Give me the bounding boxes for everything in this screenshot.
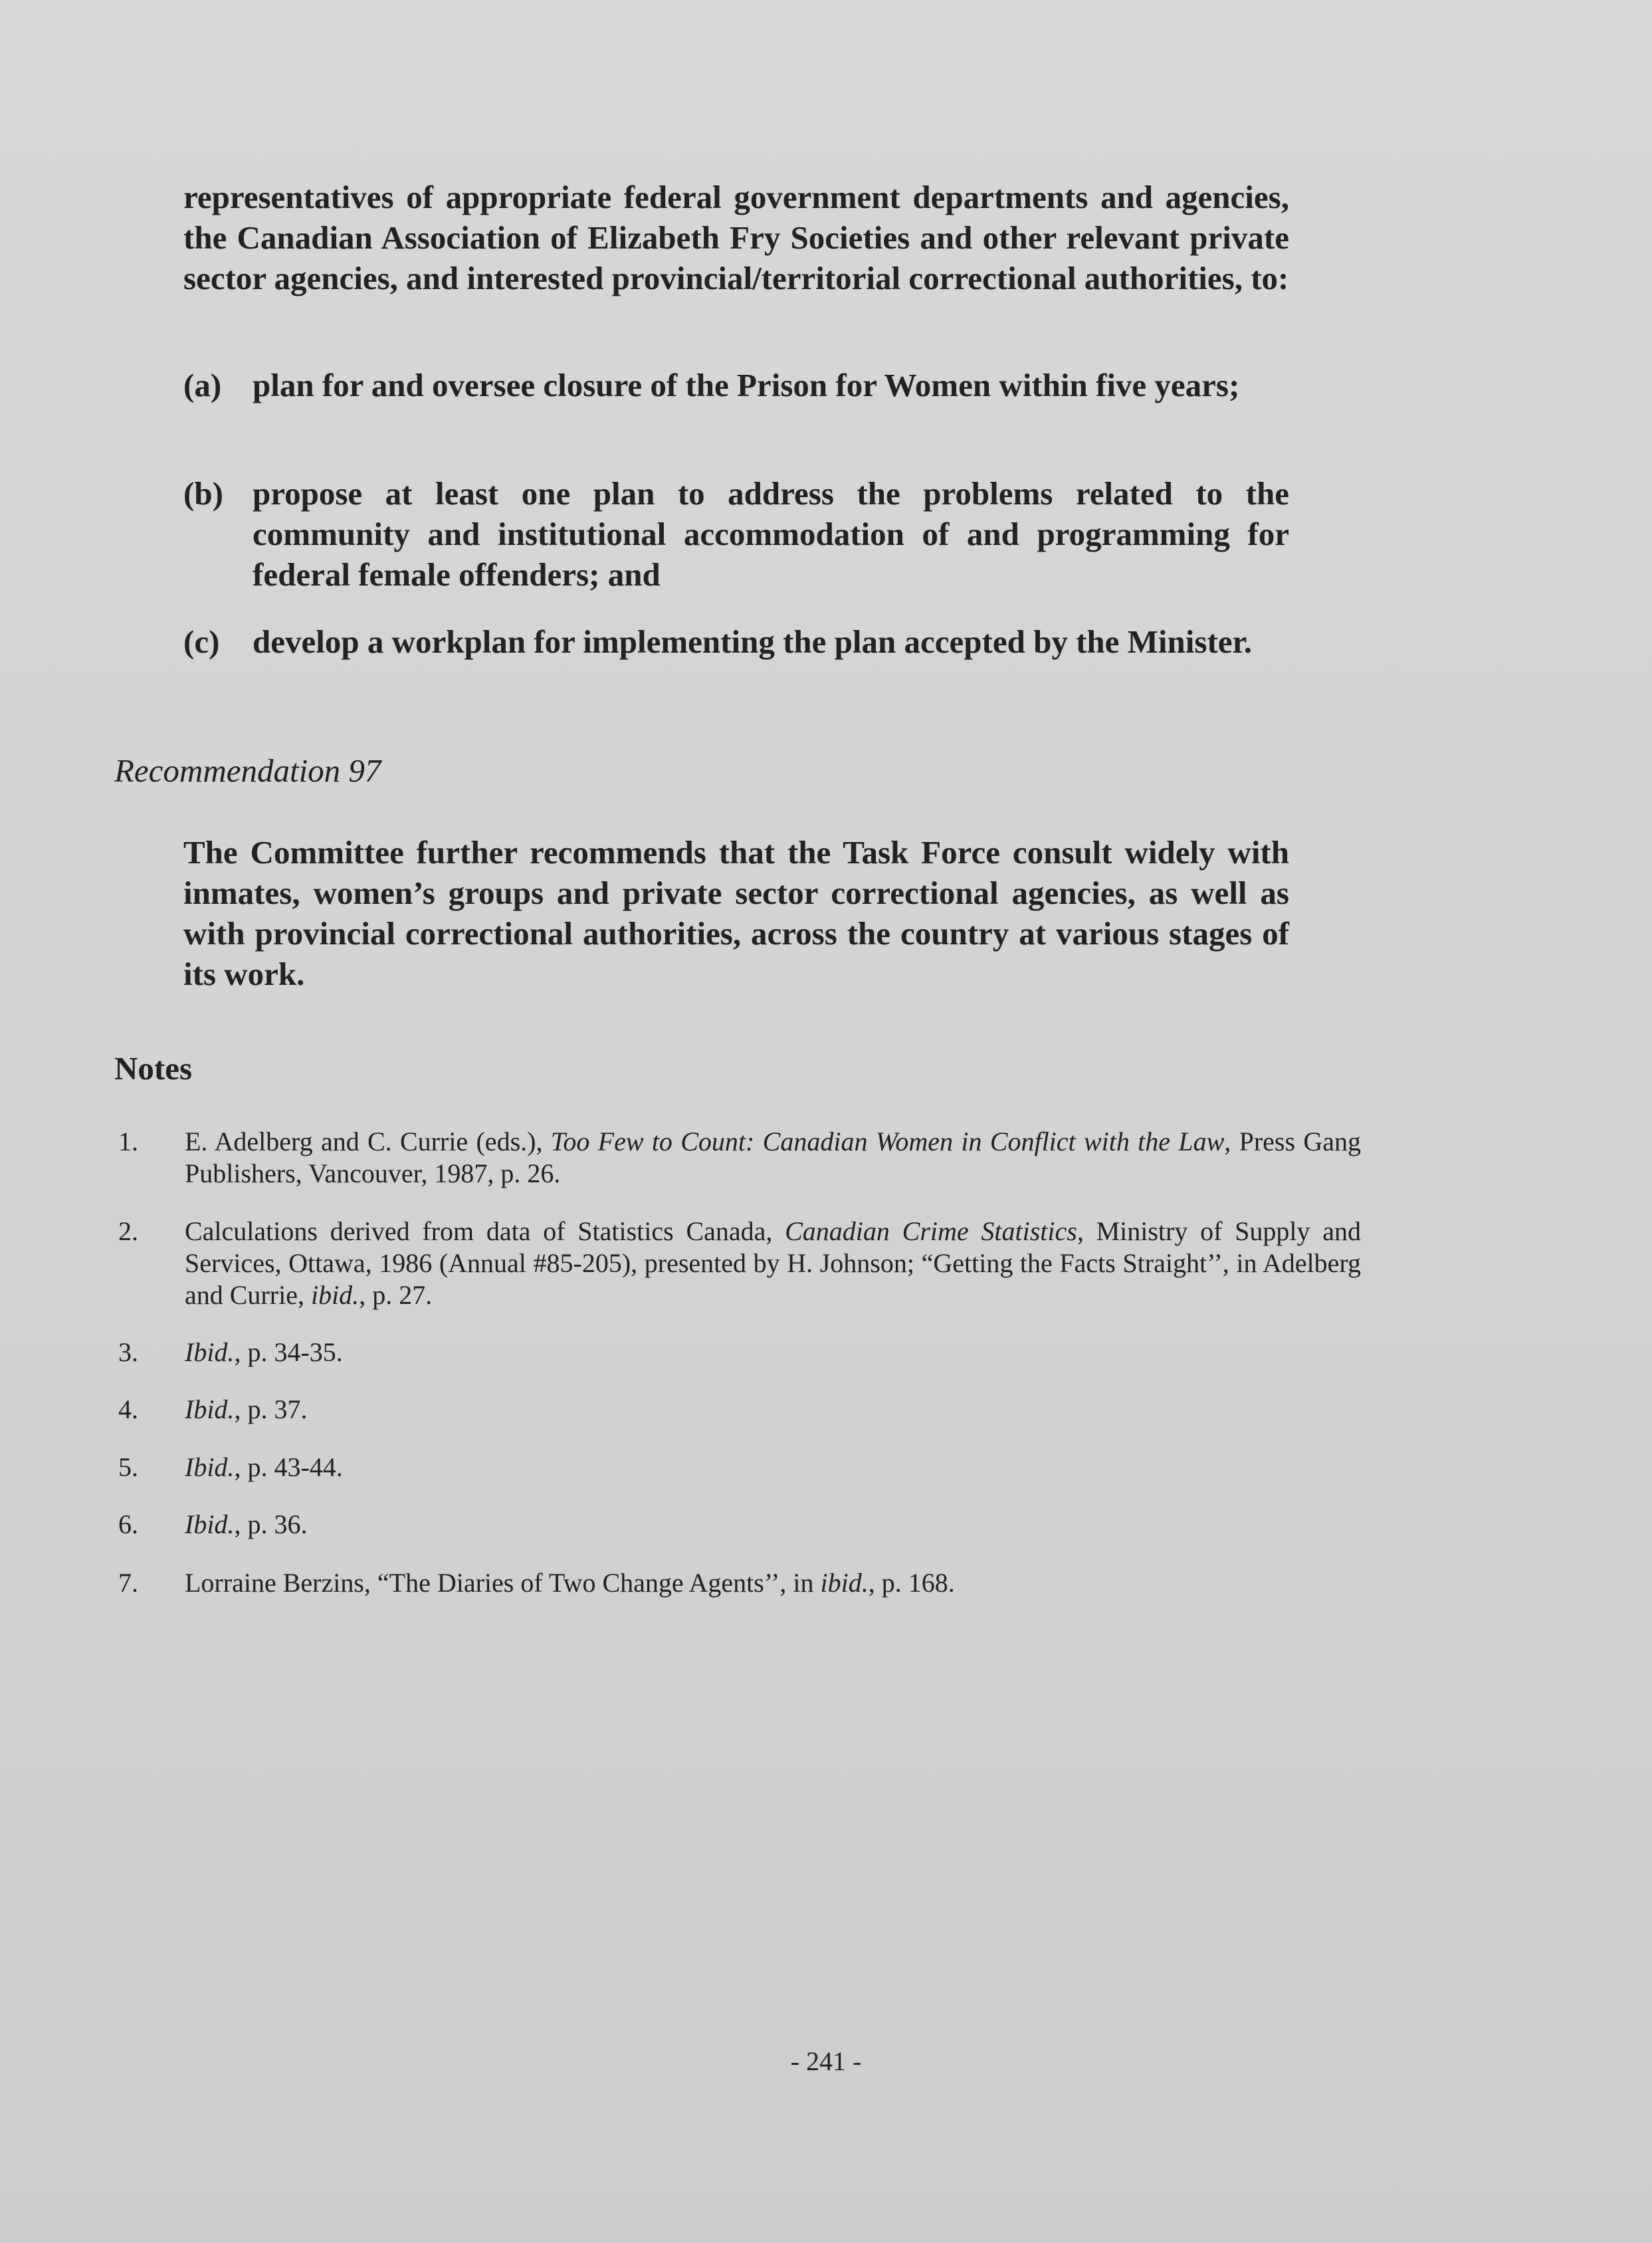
note-item: [118, 1451, 1361, 1483]
note-item: [118, 1216, 1361, 1311]
note-number: 6.: [118, 1509, 138, 1539]
note-item: [118, 1509, 1361, 1541]
list-item-letter: (b): [183, 475, 223, 512]
list-item-c: [183, 621, 1289, 662]
list-item-text: propose at least one plan to address the problems related to the community and institutional accommodation of and programming for federal female offenders; and: [253, 475, 1289, 593]
list-item-a: [183, 365, 1289, 405]
notes-heading: Notes: [114, 1050, 193, 1087]
note-item: [118, 1126, 1361, 1190]
note-text: Lorraine Berzins, “The Diaries of Two Change Agents’’, in ibid., p. 168.: [185, 1568, 955, 1598]
note-number: 1.: [118, 1126, 138, 1156]
page-number: - 241 -: [790, 2046, 862, 2076]
intro-paragraph: representatives of appropriate federal government departments and agencies, the Canadian Association of Elizabeth Fry Societies and other relevant private sector agencies, and interested provincial/territorial correctional authorities, to:: [183, 179, 1289, 296]
note-item: [118, 1336, 1361, 1368]
note-number: 7.: [118, 1568, 138, 1598]
list-item-text: develop a workplan for implementing the plan accepted by the Minister.: [253, 623, 1253, 660]
list-item-letter: (a): [183, 367, 222, 403]
note-text: E. Adelberg and C. Currie (eds.), Too Few to Count: Canadian Women in Conflict with the Law, Press Gang Publishers, Vancouver, 1987, p. 26.: [185, 1126, 1362, 1188]
note-text: Calculations derived from data of Statistics Canada, Canadian Crime Statistics, Ministry of Supply and Services, Ottawa, 1986 (Annual #85-205), presented by H. Johnson; “Getting the Facts Straight’’, in Adelberg and Currie, ibid., p. 27.: [185, 1216, 1361, 1310]
list-item-letter: (c): [183, 623, 220, 660]
note-number: 4.: [118, 1394, 138, 1424]
note-text: Ibid., p. 37.: [185, 1394, 308, 1424]
list-item-b: [183, 473, 1289, 595]
note-text: Ibid., p. 43-44.: [185, 1452, 343, 1482]
note-text: Ibid., p. 36.: [185, 1509, 308, 1539]
recommendation-text: The Committee further recommends that the Task Force consult widely with inmates, women’s groups and private sector correctional agencies, as well as with provincial correctional authorities, across the country at various stages of its work.: [183, 834, 1289, 992]
note-item: [118, 1567, 1361, 1599]
note-text: Ibid., p. 34-35.: [185, 1337, 343, 1367]
note-number: 3.: [118, 1337, 138, 1367]
note-number: 2.: [118, 1216, 138, 1246]
note-number: 5.: [118, 1452, 138, 1482]
list-item-text: plan for and oversee closure of the Prison for Women within five years;: [253, 367, 1240, 403]
recommendation-heading: Recommendation 97: [114, 752, 381, 789]
note-item: [118, 1394, 1361, 1426]
